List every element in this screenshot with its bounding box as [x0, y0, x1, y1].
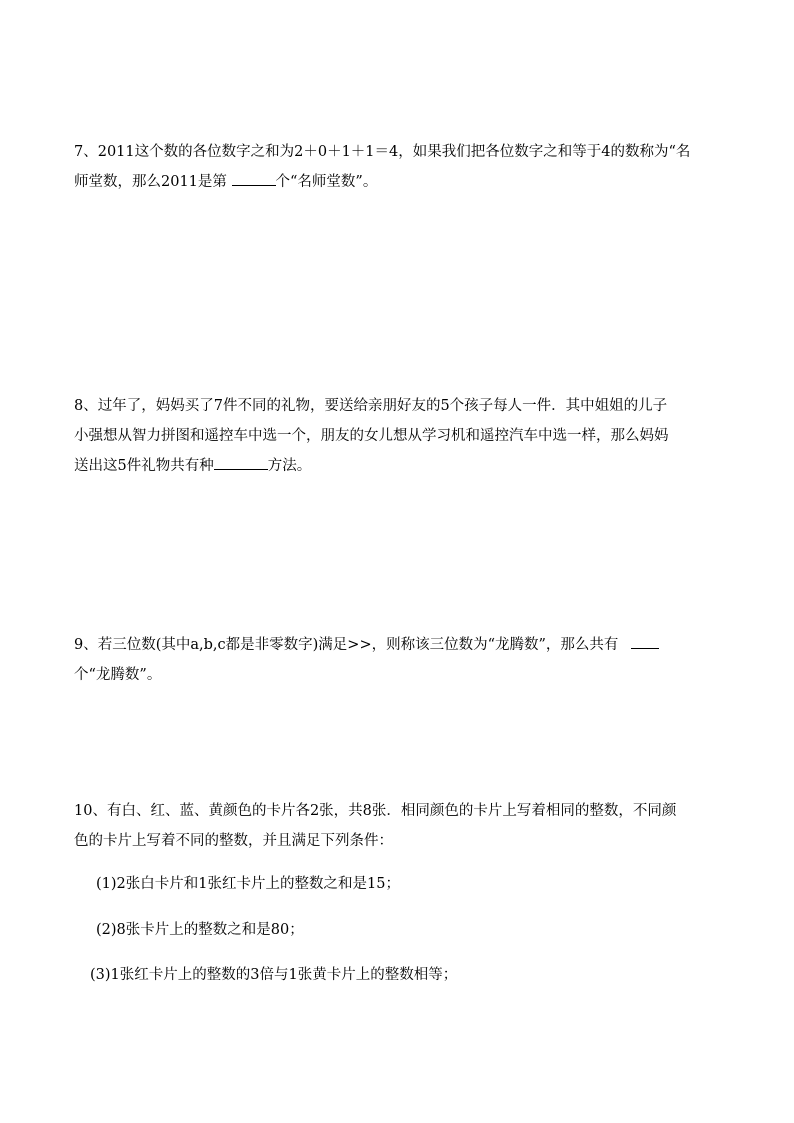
- question-8-line-2: 小强想从智力拼图和遥控车中选一个，朋友的女儿想从学习机和遥控汽车中选一样，那么妈妈: [74, 428, 669, 444]
- question-7-line-2: [74, 167, 724, 197]
- question-9: [74, 630, 724, 690]
- question-7: [74, 137, 724, 197]
- question-10-line-1: 10、有白、红、蓝、黄颜色的卡片各2张，共8张．相同颜色的卡片上写着相同的整数，不同颜: [74, 803, 677, 819]
- question-10-condition-3: (3)1张红卡片上的整数的3倍与1张黄卡片上的整数相等；: [90, 967, 458, 983]
- question-10: [74, 796, 724, 856]
- question-9-text: 9、若三位数(其中a,b,c都是非零数字)满足>>，则称该三位数为“龙腾数”，那么共有: [74, 637, 624, 653]
- question-10-line-2: 色的卡片上写着不同的整数，并且满足下列条件：: [74, 833, 393, 849]
- question-9-line-2: 个“龙腾数”。: [74, 667, 162, 683]
- question-8-suffix: 方法。: [267, 458, 312, 474]
- answer-blank-9[interactable]: [631, 632, 659, 649]
- question-10-condition-1: (1)2张白卡片和1张红卡片上的整数之和是15；: [96, 876, 400, 892]
- question-8-line-1: 8、过年了，妈妈买了7件不同的礼物，要送给亲朋好友的5个孩子每人一件．其中姐姐的儿子: [74, 398, 668, 414]
- question-8-text: 送出这5件礼物共有种: [74, 458, 214, 474]
- question-7-suffix: 个“名师堂数”。: [275, 174, 378, 190]
- question-8: [74, 391, 724, 481]
- question-10-condition-2: (2)8张卡片上的整数之和是80；: [96, 922, 304, 938]
- question-8-line-3: [74, 451, 724, 481]
- answer-blank-8[interactable]: [214, 453, 268, 470]
- answer-blank-7[interactable]: [232, 169, 276, 186]
- question-7-line-1: 7、2011这个数的各位数字之和为2＋0＋1＋1＝4，如果我们把各位数字之和等于4的数称为“名: [74, 144, 691, 160]
- question-9-line-1: [74, 630, 724, 660]
- question-7-text: 师堂数，那么2011是第: [74, 174, 232, 190]
